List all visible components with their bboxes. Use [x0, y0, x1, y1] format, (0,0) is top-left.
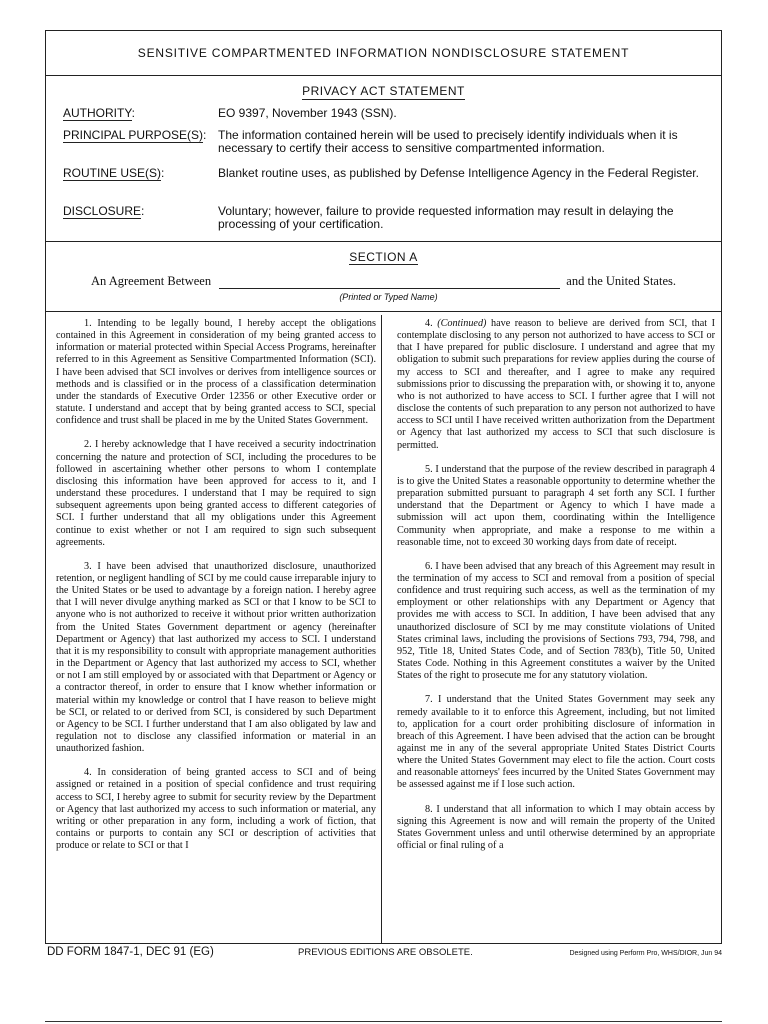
routine-uses-text: Blanket routine uses, as published by Defense Intelligence Agency in the Federal Register. — [218, 166, 699, 180]
section-a — [46, 242, 721, 312]
purpose-text: The information contained herein will be used to precisely identify individuals when it is necessary to certify their access to sensitive compartmented information. — [218, 128, 678, 155]
form-frame — [45, 30, 722, 944]
authority-label: AUTHORITY — [63, 106, 132, 120]
paragraph-7: 7. I understand that the United States Government may seek any remedy available to it to enforce this Agreement, including, but not limited to, application for a court order prohibiting disclosure of information in breach of this Agreement. I have been advised that the action can be brought against me in any of the several appropriate United States District Courts where the United States Government may elect to file the action. Court costs and reasonable attorneys' fees incurred by the United States Government may be assessed against me if I lose such action. — [397, 694, 715, 791]
printed-name-field[interactable] — [219, 272, 560, 289]
paragraph-4-continued: 4. (Continued) have reason to believe are derived from SCI, that I contemplate disclosing to any person not authorized to have access to SCI or that I have prepared for public disclosure. I understand and agree that my obligation to submit such preparations for review applies during the course of my access to SCI and thereafter, and I agree to make any required submissions prior to discussing the preparation with, or showing it to, anyone who is not authorized to have access to SCI. I further agree that I will not disclose the contents of such preparation to any person not authorized to have access to SCI until I have received written authorization from the Department or Agency that last authorized my access to SCI that such disclosure is permitted. — [397, 318, 716, 451]
routine-uses-label: ROUTINE USE(S) — [63, 166, 162, 180]
purpose-label: PRINCIPAL PURPOSE(S) — [63, 128, 204, 142]
privacy-act-statement — [46, 76, 721, 242]
agreement-line — [91, 272, 676, 289]
agreement-body — [46, 312, 721, 943]
privacy-row-purpose: PRINCIPAL PURPOSE(S): The information contained herein will be used to precisely identify individuals when it is necessary to certify their access to sensitive compartmented information. — [63, 129, 711, 154]
privacy-row-authority: AUTHORITY: EO 9397, November 1943 (SSN). — [63, 107, 711, 120]
disclosure-text: Voluntary; however, failure to provide requested information may result in delaying the processing of your certification. — [218, 204, 674, 231]
paragraph-6: 6. I have been advised that any breach of this Agreement may result in the termination of my access to SCI and removal from a position of special confidence and trust requiring such access, as well as the termination of my employment or other relationships with any Department or Agency that provides me with access to SCI. In addition, I have been advised that any unauthorized disclosure of SCI by me may constitute violations of United States criminal laws, including the provisions of Sections 793, 794, 798, and 952, Title 18, United States Code, and of Section 783(b), Title 50, United States Code. Nothing in this Agreement constitutes a waiver by the United States of the right to prosecute me for any statutory violation. — [397, 560, 715, 682]
agreement-prefix: An Agreement Between — [91, 274, 212, 288]
privacy-row-routine-uses: ROUTINE USE(S): Blanket routine uses, as published by Defense Intelligence Agency in the Federal Register. — [63, 167, 711, 180]
printed-name-caption: (Printed or Typed Name) — [339, 292, 438, 302]
continued-label: (Continued) — [437, 318, 487, 329]
privacy-row-disclosure: DISCLOSURE: Voluntary; however, failure to provide requested information may result in delaying the processing of your certification. — [63, 205, 711, 230]
designed-credit: Designed using Perform Pro, WHS/DIOR, Jun 94 — [569, 950, 722, 957]
paragraph-2: 2. I hereby acknowledge that I have received a security indoctrination concerning the nature and protection of SCI, including the procedures to be followed in ascertaining whether other persons to whom I contemplate disclosing this information have been approved for access to it, and I understand these procedures. I understand that I may be required to sign subsequent agreements upon being granted access to different categories of SCI. I further understand that all my obligations under this Agreement continue to exist whether or not I am required to sign such subsequent agreements. — [56, 439, 376, 548]
paragraph-4: 4. In consideration of being granted access to SCI and of being assigned or retained in a position of special confidence and trust requiring access to SCI, I hereby agree to submit for security review by the Department or Agency that last authorized my access to such information or material, any writing or other preparation in any form, including a work of fiction, that contains or purports to contain any SCI or description of activities that produce or relate to SCI or that I — [56, 767, 376, 852]
form-number: DD FORM 1847-1, DEC 91 (EG) — [47, 946, 214, 958]
section-a-heading: SECTION A — [349, 250, 418, 264]
paragraph-1: 1. Intending to be legally bound, I hereby accept the obligations contained in this Agreement in consideration of my being granted access to information or material protected within Special Access Programs, hereinafter referred to in this Agreement as Sensitive Compartmented Information (SCI). I have been advised that SCI involves or derives from intelligence sources or methods and is classified or in the process of a classification determination under the standards of Executive Order 12356 or other Executive order or statute. I understand and accept that by being granted access to SCI, special confidence and trust shall be placed in me by the United States Government. — [56, 318, 376, 427]
disclosure-label: DISCLOSURE — [63, 204, 142, 218]
form-title: SENSITIVE COMPARTMENTED INFORMATION NONDISCLOSURE STATEMENT — [137, 46, 630, 60]
obsolete-notice: PREVIOUS EDITIONS ARE OBSOLETE. — [298, 947, 473, 958]
privacy-heading: PRIVACY ACT STATEMENT — [302, 84, 465, 98]
right-column — [397, 318, 715, 864]
paragraph-3: 3. I have been advised that unauthorized disclosure, unauthorized retention, or negligent handling of SCI by me could cause irreparable injury to the United States or be used to advantage by a foreign nation. I hereby agree that I will never divulge anything marked as SCI or that I know to be SCI to anyone who is not authorized to receive it without prior written authorization from the United States Government department or agency (hereinafter Department or Agency) that last authorized my access to SCI. I understand that it is my responsibility to consult with appropriate management authorities in the Department or Agency that last authorized my access to SCI, whether or not I am still employed by or associated with that Department or Agency or a contractor thereof, in order to ensure that I know whether information or material within my knowledge or control that I have reason to believe might be SCI, or related to or derived from SCI, is considered by such Department or Agency to be SCI. I further understand that I am also obligated by law and regulation not to disclose any classified information or material in an unauthorized fashion. — [56, 560, 376, 755]
authority-text: EO 9397, November 1943 (SSN). — [218, 106, 397, 120]
left-column — [56, 318, 376, 864]
paragraph-8: 8. I understand that all information to which I may obtain access by signing this Agreement is now and will remain the property of the United States Government unless and until otherwise determined by an appropriate official or final ruling of a — [397, 803, 715, 852]
form-title-box — [46, 31, 721, 76]
form-footer — [45, 946, 722, 962]
bottom-rule — [45, 1021, 722, 1022]
paragraph-5: 5. I understand that the purpose of the review described in paragraph 4 is to give the United States a reasonable opportunity to determine whether the preparation submitted pursuant to paragraph 4 set forth any SCI. I further understand that the Department or Agency to which I have made a submission will act upon them, coordinating within the Intelligence Community when appropriate, and make a response to me within a reasonable time, not to exceed 30 working days from date of receipt. — [397, 463, 715, 548]
agreement-suffix: and the United States. — [566, 274, 676, 288]
column-divider — [381, 315, 382, 943]
